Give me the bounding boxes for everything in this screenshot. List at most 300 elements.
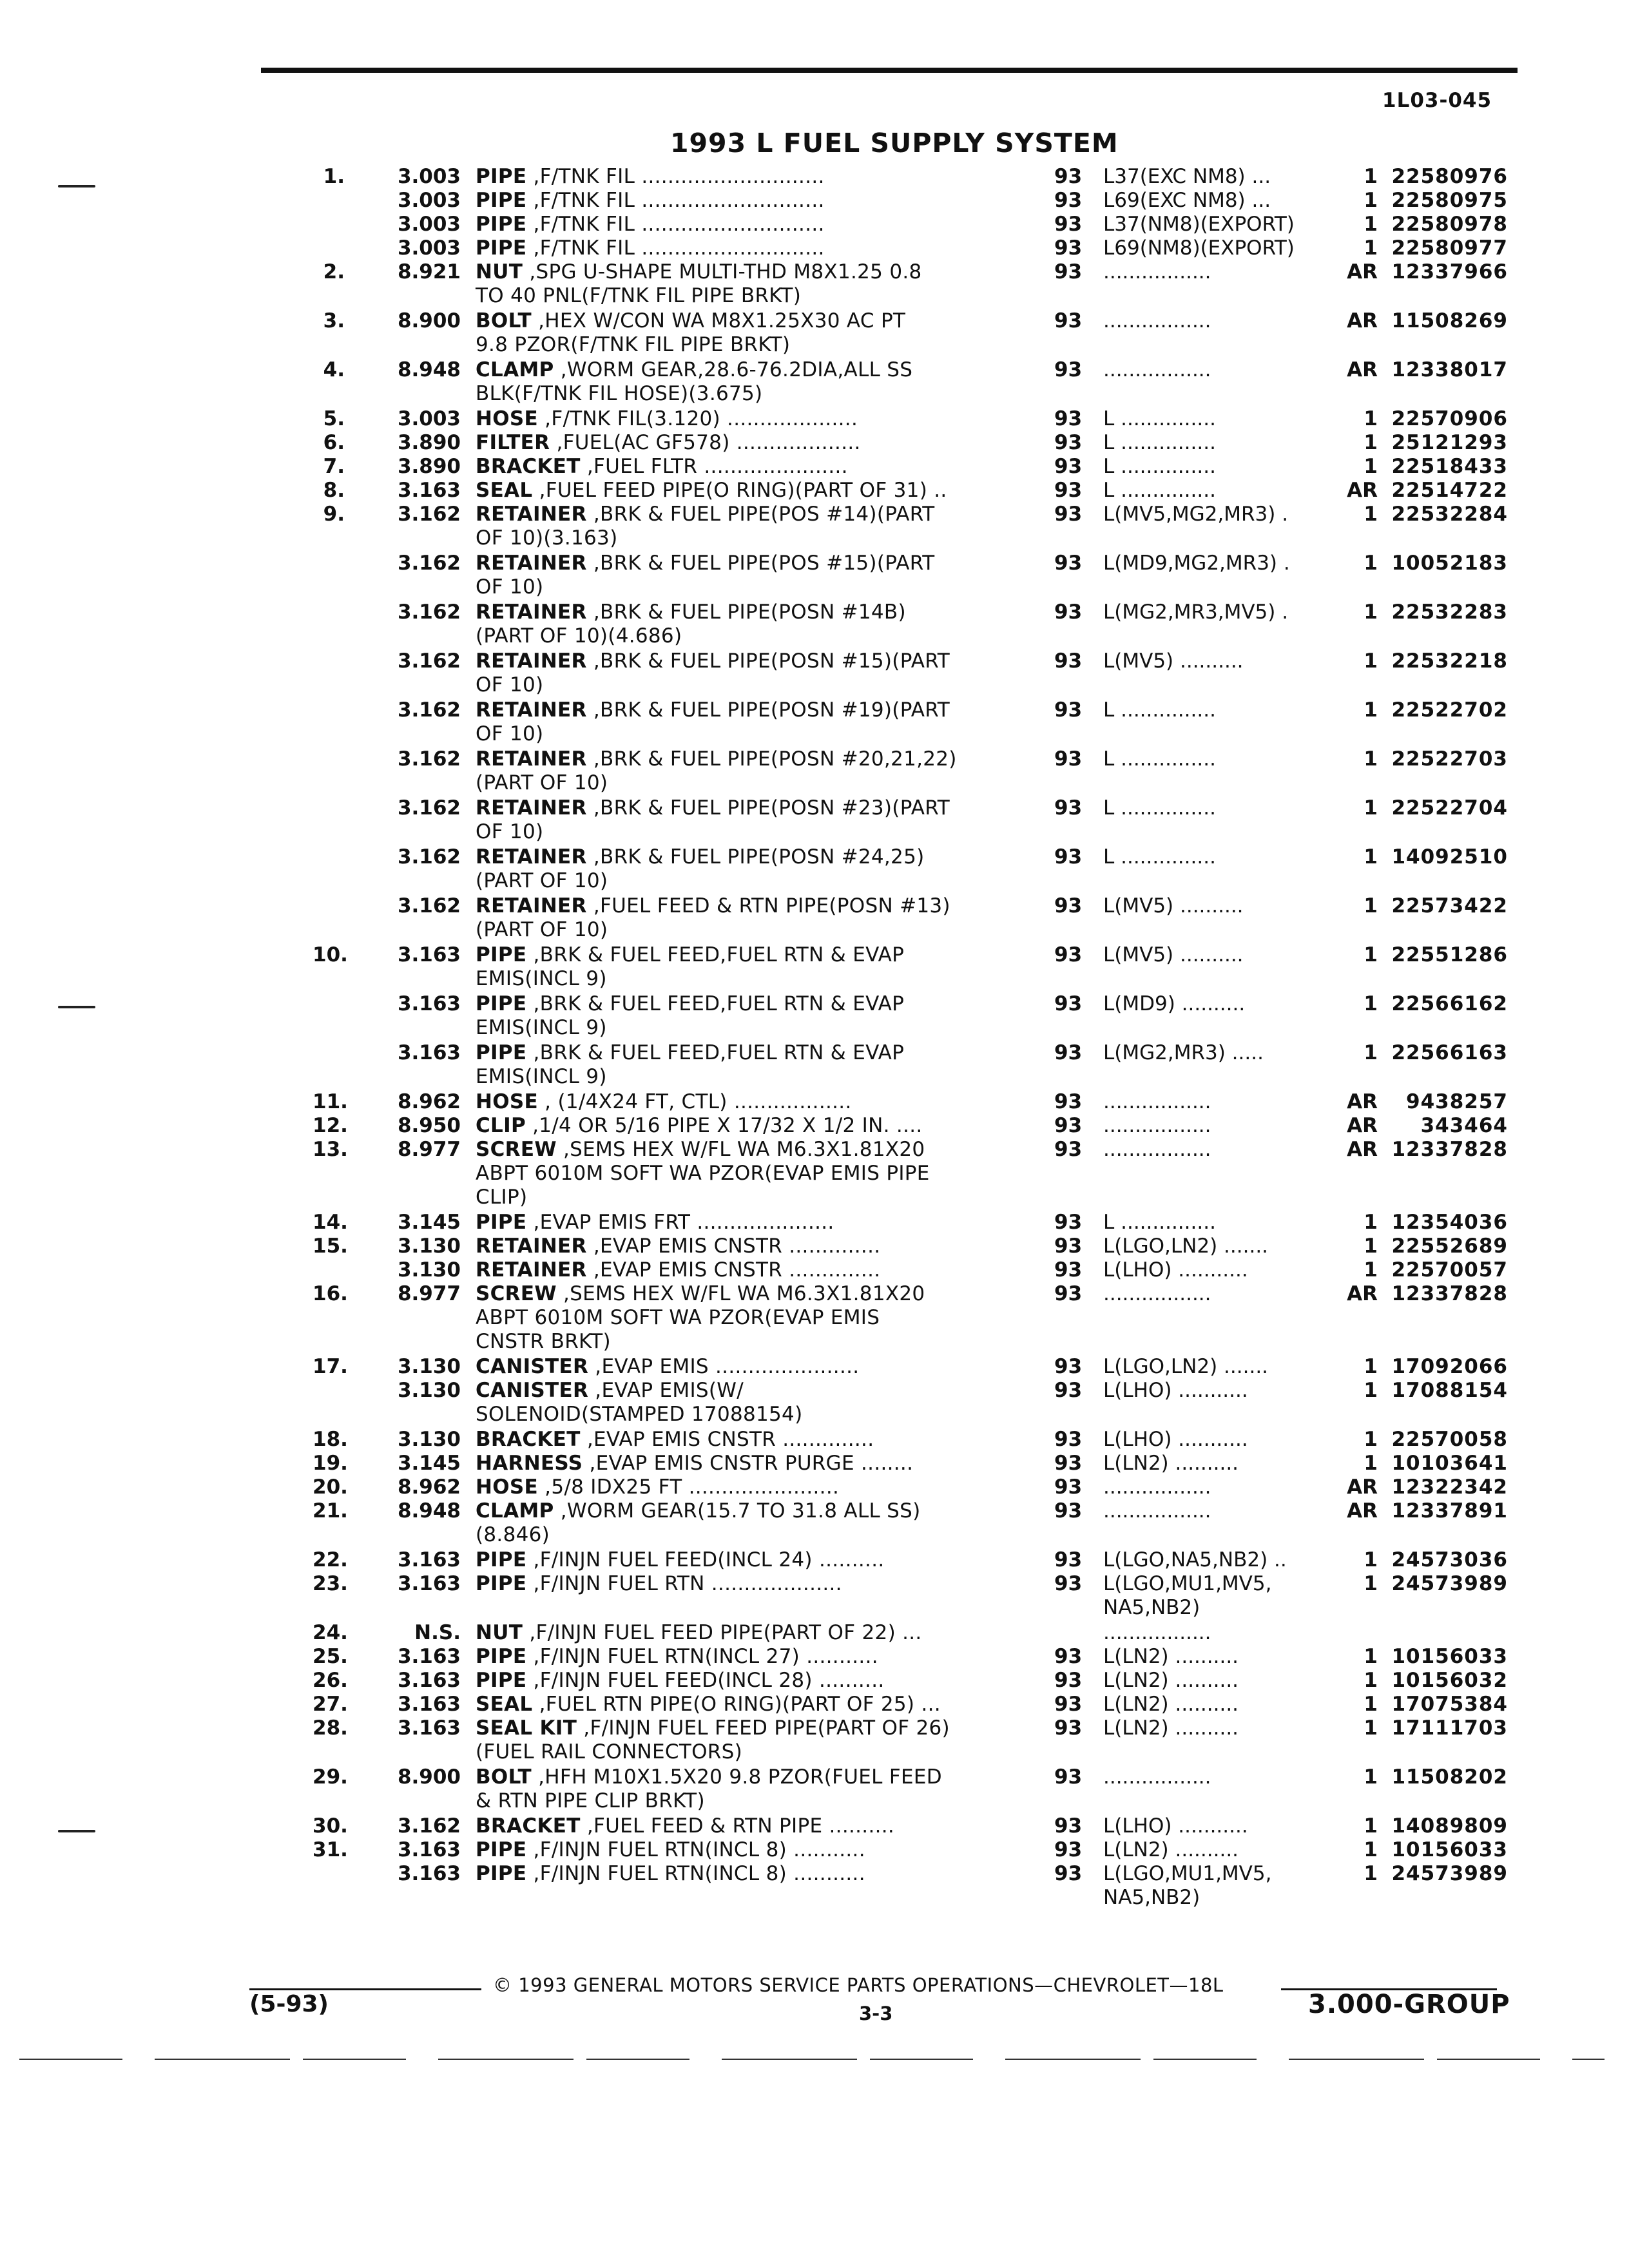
part-number: 12354036: [1391, 1211, 1508, 1234]
part-name: PIPE: [476, 213, 527, 236]
parts-row: [0, 455, 1629, 479]
quantity: 1: [1364, 189, 1378, 212]
item-number: 25.: [313, 1645, 348, 1668]
model-year: 93: [1054, 1765, 1083, 1789]
part-number: 22580978: [1391, 213, 1508, 236]
part-number: 17092066: [1391, 1355, 1508, 1378]
quantity: 1: [1364, 236, 1378, 260]
group-number: 3.130: [397, 1235, 461, 1258]
part-name: SEAL: [476, 479, 533, 502]
part-detail: ,F/TNK FIL ............................: [526, 213, 825, 236]
part-description: [476, 236, 999, 260]
part-name: HOSE: [476, 1475, 539, 1499]
part-description: [476, 189, 999, 213]
parts-row: [0, 1645, 1629, 1669]
group-number: 3.163: [397, 1838, 461, 1861]
part-number: 11508202: [1391, 1765, 1508, 1789]
page-title: 1993 L FUEL SUPPLY SYSTEM: [670, 128, 1119, 159]
part-name: BRACKET: [476, 1814, 581, 1838]
part-name: PIPE: [476, 943, 527, 966]
part-detail: ,WORM GEAR,28.6-76.2DIA,ALL SS BLK(F/TNK FIL HOSE)(3.675): [476, 358, 913, 405]
model-year: 93: [1054, 1693, 1083, 1716]
quantity: AR: [1347, 1475, 1378, 1499]
model-year: 93: [1054, 1258, 1083, 1282]
part-name: PIPE: [476, 1838, 527, 1861]
item-number: 21.: [313, 1499, 348, 1523]
model-year: 93: [1054, 1428, 1083, 1451]
part-number: 22522703: [1391, 747, 1508, 771]
model-year: 93: [1054, 992, 1083, 1015]
group-number: 3.163: [397, 1862, 461, 1885]
part-description: [476, 992, 999, 1040]
part-detail: ,F/INJN FUEL RTN(INCL 8) ...........: [526, 1862, 865, 1885]
group-number: 8.948: [397, 358, 461, 381]
parts-row: [0, 165, 1629, 189]
quantity: AR: [1347, 358, 1378, 381]
item-number: 11.: [313, 1090, 348, 1113]
model-year: 93: [1054, 407, 1083, 430]
group-number: 8.921: [397, 260, 461, 284]
part-number: 12337891: [1391, 1499, 1508, 1523]
item-number: 28.: [313, 1716, 348, 1740]
part-detail: ,EVAP EMIS CNSTR PURGE ........: [583, 1452, 914, 1475]
part-name: RETAINER: [476, 796, 587, 820]
part-description: [476, 1621, 999, 1645]
model-usage: L(LHO) ...........: [1103, 1379, 1248, 1402]
quantity: 1: [1364, 1548, 1378, 1571]
model-usage: L(LGO,NA5,NB2) ..: [1103, 1548, 1287, 1571]
model-usage: L ...............: [1103, 1211, 1216, 1234]
quantity: 1: [1364, 1258, 1378, 1282]
model-usage: L(MV5,MG2,MR3) .: [1103, 503, 1289, 526]
part-number: 22570057: [1391, 1258, 1508, 1282]
parts-list: [0, 165, 1629, 1911]
model-year: 93: [1054, 747, 1083, 771]
part-description: [476, 213, 999, 236]
model-year: 93: [1054, 649, 1083, 673]
group-number: 8.962: [397, 1475, 461, 1499]
model-usage: .................: [1103, 260, 1211, 284]
parts-row: [0, 1211, 1629, 1235]
part-description: [476, 1090, 999, 1114]
part-detail: , (1/4X24 FT, CTL) ..................: [538, 1090, 852, 1113]
part-detail: ,BRK & FUEL PIPE(POSN #20,21,22) (PART OF 10): [476, 747, 957, 794]
parts-row: [0, 1669, 1629, 1693]
part-detail: ,1/4 OR 5/16 PIPE X 17/32 X 1/2 IN. ....: [525, 1114, 923, 1137]
model-usage: L37(NM8)(EXPORT): [1103, 213, 1295, 236]
part-name: PIPE: [476, 189, 527, 212]
part-detail: ,F/TNK FIL ............................: [526, 189, 825, 212]
quantity: AR: [1347, 260, 1378, 284]
part-number: 22573422: [1391, 894, 1508, 918]
item-number: 26.: [313, 1669, 348, 1692]
header-rule: [261, 68, 1518, 73]
part-name: RETAINER: [476, 1258, 587, 1282]
model-usage: L(MV5) ..........: [1103, 894, 1244, 918]
item-number: 15.: [313, 1235, 348, 1258]
quantity: AR: [1347, 1499, 1378, 1523]
item-number: 27.: [313, 1693, 348, 1716]
group-number: 8.962: [397, 1090, 461, 1113]
edition-date: (5-93): [249, 1991, 329, 2017]
part-detail: ,EVAP EMIS CNSTR ..............: [586, 1258, 881, 1282]
part-detail: ,BRK & FUEL PIPE(POS #15)(PART OF 10): [476, 552, 935, 599]
group-number: N.S.: [414, 1621, 461, 1644]
parts-row: [0, 189, 1629, 213]
group-number: 3.163: [397, 1572, 461, 1595]
model-year: 93: [1054, 1282, 1083, 1305]
part-number: 22551286: [1391, 943, 1508, 966]
parts-row: [0, 992, 1629, 1040]
group-number: 3.163: [397, 479, 461, 502]
quantity: 1: [1364, 1379, 1378, 1402]
quantity: 1: [1364, 1716, 1378, 1740]
parts-row: [0, 1355, 1629, 1379]
item-number: 1.: [323, 165, 345, 188]
part-number: 10156033: [1391, 1838, 1508, 1861]
part-number: 17111703: [1391, 1716, 1508, 1740]
model-usage: L(LGO,LN2) .......: [1103, 1235, 1269, 1258]
quantity: 1: [1364, 213, 1378, 236]
item-number: 29.: [313, 1765, 348, 1789]
group-number: 3.162: [397, 601, 461, 624]
quantity: AR: [1347, 1090, 1378, 1113]
part-description: [476, 1693, 999, 1716]
item-number: 30.: [313, 1814, 348, 1838]
copyright-notice: © 1993 GENERAL MOTORS SERVICE PARTS OPERATIONS—CHEVROLET—18L: [493, 1974, 1224, 1996]
part-name: BOLT: [476, 1765, 532, 1789]
model-usage: L(LGO,LN2) .......: [1103, 1355, 1269, 1378]
model-usage: L(MV5) ..........: [1103, 649, 1244, 673]
model-usage: .................: [1103, 1475, 1211, 1499]
part-number: 22532218: [1391, 649, 1508, 673]
part-name: RETAINER: [476, 747, 587, 771]
parts-row: [0, 407, 1629, 431]
part-name: PIPE: [476, 1041, 527, 1064]
part-description: [476, 1379, 999, 1427]
model-usage: .................: [1103, 1114, 1211, 1137]
model-usage: L(LGO,MU1,MV5, NA5,NB2): [1103, 1572, 1272, 1619]
parts-row: [0, 1090, 1629, 1114]
model-usage: .................: [1103, 1138, 1211, 1161]
parts-row: [0, 1114, 1629, 1138]
model-year: 93: [1054, 1548, 1083, 1571]
group-number: 3.163: [397, 943, 461, 966]
part-number: 22522702: [1391, 698, 1508, 722]
group-number: 3.163: [397, 1693, 461, 1716]
item-number: 8.: [323, 479, 345, 502]
item-number: 23.: [313, 1572, 348, 1595]
model-usage: .................: [1103, 1765, 1211, 1789]
page-code: 1L03-045: [1382, 89, 1492, 112]
part-detail: ,FUEL FEED & RTN PIPE ..........: [580, 1814, 895, 1838]
part-name: CANISTER: [476, 1355, 589, 1378]
part-detail: ,SPG U-SHAPE MULTI-THD M8X1.25 0.8 TO 40 PNL(F/TNK FIL PIPE BRKT): [476, 260, 922, 307]
model-year: 93: [1054, 1090, 1083, 1113]
group-number: 3.163: [397, 1716, 461, 1740]
group-number: 3.003: [397, 407, 461, 430]
part-description: [476, 1235, 999, 1258]
part-number: 11508269: [1391, 309, 1508, 332]
group-number: 3.162: [397, 796, 461, 820]
group-number: 8.900: [397, 1765, 461, 1789]
part-number: 24573989: [1391, 1572, 1508, 1595]
item-number: 12.: [313, 1114, 348, 1137]
quantity: 1: [1364, 1645, 1378, 1668]
part-description: [476, 1645, 999, 1669]
model-year: 93: [1054, 1138, 1083, 1161]
part-number: 24573036: [1391, 1548, 1508, 1571]
group-number: 8.948: [397, 1499, 461, 1523]
model-usage: L ...............: [1103, 455, 1216, 478]
part-detail: ,FUEL(AC GF578) ...................: [550, 431, 861, 454]
group-number: 8.977: [397, 1282, 461, 1305]
part-description: [476, 1548, 999, 1572]
item-number: 20.: [313, 1475, 348, 1499]
part-name: CLIP: [476, 1114, 526, 1137]
part-name: HOSE: [476, 407, 539, 430]
parts-row: [0, 1693, 1629, 1716]
parts-row: [0, 1041, 1629, 1089]
quantity: 1: [1364, 845, 1378, 869]
part-detail: ,EVAP EMIS FRT .....................: [526, 1211, 834, 1234]
part-detail: ,BRK & FUEL PIPE(POSN #24,25) (PART OF 10): [476, 845, 925, 892]
parts-row: [0, 1862, 1629, 1910]
model-year: 93: [1054, 358, 1083, 381]
part-description: [476, 747, 999, 795]
model-year: 93: [1054, 503, 1083, 526]
model-year: 93: [1054, 1355, 1083, 1378]
part-detail: ,HEX W/CON WA M8X1.25X30 AC PT 9.8 PZOR(F/TNK FIL PIPE BRKT): [476, 309, 906, 356]
part-description: [476, 649, 999, 697]
part-number: 22522704: [1391, 796, 1508, 820]
model-year: 93: [1054, 1379, 1083, 1402]
parts-row: [0, 236, 1629, 260]
part-detail: ,EVAP EMIS CNSTR ..............: [586, 1235, 881, 1258]
part-description: [476, 1452, 999, 1475]
parts-row: [0, 1765, 1629, 1813]
model-year: 93: [1054, 1041, 1083, 1064]
part-name: BOLT: [476, 309, 532, 332]
part-detail: ,F/TNK FIL ............................: [526, 236, 825, 260]
model-usage: L ...............: [1103, 845, 1216, 869]
parts-row: [0, 698, 1629, 746]
quantity: 1: [1364, 1355, 1378, 1378]
part-name: RETAINER: [476, 649, 587, 673]
part-name: BRACKET: [476, 455, 581, 478]
quantity: AR: [1347, 479, 1378, 502]
parts-row: [0, 1548, 1629, 1572]
part-number: 25121293: [1391, 431, 1508, 454]
part-name: RETAINER: [476, 698, 587, 722]
group-number: 3.162: [397, 1814, 461, 1838]
part-name: PIPE: [476, 1572, 527, 1595]
model-usage: L(MG2,MR3) .....: [1103, 1041, 1264, 1064]
model-usage: L ...............: [1103, 747, 1216, 771]
part-name: RETAINER: [476, 845, 587, 869]
model-year: 93: [1054, 1211, 1083, 1234]
group-number: 3.890: [397, 455, 461, 478]
part-name: RETAINER: [476, 503, 587, 526]
group-number: 3.145: [397, 1452, 461, 1475]
part-name: SEAL KIT: [476, 1716, 577, 1740]
quantity: AR: [1347, 1282, 1378, 1305]
parts-row: [0, 1499, 1629, 1547]
parts-row: [0, 1282, 1629, 1354]
part-detail: ,FUEL RTN PIPE(O RING)(PART OF 25) ...: [532, 1693, 941, 1716]
model-year: 93: [1054, 431, 1083, 454]
part-detail: ,BRK & FUEL PIPE(POSN #19)(PART OF 10): [476, 698, 950, 745]
quantity: 1: [1364, 1862, 1378, 1885]
quantity: 1: [1364, 943, 1378, 966]
parts-row: [0, 1258, 1629, 1282]
model-usage: L(LHO) ...........: [1103, 1814, 1248, 1838]
part-name: NUT: [476, 260, 523, 284]
part-description: [476, 552, 999, 599]
parts-row: [0, 479, 1629, 503]
part-description: [476, 479, 999, 503]
part-number: 10156033: [1391, 1645, 1508, 1668]
parts-row: [0, 552, 1629, 599]
group-number: 3.130: [397, 1379, 461, 1402]
part-detail: ,F/INJN FUEL FEED PIPE(PART OF 22) ...: [523, 1621, 922, 1644]
model-usage: L69(EXC NM8) ...: [1103, 189, 1271, 212]
part-number: 10052183: [1391, 552, 1508, 575]
model-year: 93: [1054, 309, 1083, 332]
part-number: 22570906: [1391, 407, 1508, 430]
part-detail: ,5/8 IDX25 FT .......................: [538, 1475, 840, 1499]
model-usage: L(MD9) ..........: [1103, 992, 1246, 1015]
part-description: [476, 1838, 999, 1862]
part-description: [476, 407, 999, 431]
parts-row: [0, 1621, 1629, 1645]
part-detail: ,FUEL FLTR ......................: [580, 455, 848, 478]
part-name: RETAINER: [476, 552, 587, 575]
item-number: 7.: [323, 455, 345, 478]
quantity: 1: [1364, 552, 1378, 575]
part-name: PIPE: [476, 236, 527, 260]
part-number: 22566162: [1391, 992, 1508, 1015]
model-year: 93: [1054, 1669, 1083, 1692]
model-year: 93: [1054, 1814, 1083, 1838]
group-number: 3.163: [397, 1041, 461, 1064]
parts-row: [0, 943, 1629, 991]
model-usage: L(MV5) ..........: [1103, 943, 1244, 966]
group-name: 3.000-GROUP: [1308, 1990, 1510, 2019]
quantity: 1: [1364, 1452, 1378, 1475]
part-number: 12337828: [1391, 1282, 1508, 1305]
parts-row: [0, 358, 1629, 406]
model-usage: L ...............: [1103, 698, 1216, 722]
group-number: 3.162: [397, 503, 461, 526]
part-number: 22566163: [1391, 1041, 1508, 1064]
parts-row: [0, 894, 1629, 942]
model-usage: .................: [1103, 1090, 1211, 1113]
part-description: [476, 260, 999, 308]
model-usage: L(LN2) ..........: [1103, 1693, 1239, 1716]
part-description: [476, 1669, 999, 1693]
item-number: 17.: [313, 1355, 348, 1378]
part-description: [476, 894, 999, 942]
model-year: 93: [1054, 894, 1083, 918]
model-usage: L(MG2,MR3,MV5) .: [1103, 601, 1289, 624]
model-year: 93: [1054, 189, 1083, 212]
part-detail: ,FUEL FEED & RTN PIPE(POSN #13) (PART OF 10): [476, 894, 950, 941]
parts-row: [0, 1475, 1629, 1499]
model-usage: L(LN2) ..........: [1103, 1452, 1239, 1475]
part-detail: ,F/TNK FIL(3.120) ....................: [538, 407, 858, 430]
part-detail: ,BRK & FUEL PIPE(POSN #14B) (PART OF 10)(4.686): [476, 601, 906, 648]
page-number: 3-3: [859, 2003, 893, 2024]
part-name: RETAINER: [476, 1235, 587, 1258]
part-number: 343464: [1420, 1114, 1508, 1137]
item-number: 16.: [313, 1282, 348, 1305]
model-usage: L(LN2) ..........: [1103, 1645, 1239, 1668]
model-usage: L(MD9,MG2,MR3) .: [1103, 552, 1290, 575]
item-number: 9.: [323, 503, 345, 526]
part-description: [476, 1428, 999, 1452]
model-year: 93: [1054, 601, 1083, 624]
bottom-edge-rule: [19, 2059, 1605, 2060]
part-number: 17088154: [1391, 1379, 1508, 1402]
quantity: 1: [1364, 698, 1378, 722]
part-description: [476, 1282, 999, 1354]
model-year: 93: [1054, 552, 1083, 575]
quantity: 1: [1364, 1428, 1378, 1451]
part-number: 22518433: [1391, 455, 1508, 478]
quantity: 1: [1364, 1765, 1378, 1789]
part-detail: ,EVAP EMIS ......................: [588, 1355, 860, 1378]
part-name: PIPE: [476, 1211, 527, 1234]
part-detail: ,EVAP EMIS CNSTR ..............: [580, 1428, 874, 1451]
model-year: 93: [1054, 1452, 1083, 1475]
part-number: 9438257: [1406, 1090, 1508, 1113]
model-year: 93: [1054, 236, 1083, 260]
parts-row: [0, 431, 1629, 455]
group-number: 3.162: [397, 698, 461, 722]
group-number: 3.003: [397, 189, 461, 212]
parts-row: [0, 1428, 1629, 1452]
part-detail: ,WORM GEAR(15.7 TO 31.8 ALL SS) (8.846): [476, 1499, 921, 1546]
quantity: AR: [1347, 1114, 1378, 1137]
group-number: 3.163: [397, 992, 461, 1015]
part-name: NUT: [476, 1621, 523, 1644]
part-detail: ,F/INJN FUEL FEED PIPE(PART OF 26) (FUEL RAIL CONNECTORS): [476, 1716, 950, 1763]
item-number: 5.: [323, 407, 345, 430]
quantity: 1: [1364, 747, 1378, 771]
part-name: PIPE: [476, 165, 527, 188]
part-description: [476, 698, 999, 746]
group-number: 8.977: [397, 1138, 461, 1161]
group-number: 3.003: [397, 165, 461, 188]
model-year: 93: [1054, 796, 1083, 820]
part-detail: ,SEMS HEX W/FL WA M6.3X1.81X20 ABPT 6010M SOFT WA PZOR(EVAP EMIS PIPE CLIP): [476, 1138, 930, 1209]
item-number: 19.: [313, 1452, 348, 1475]
model-year: 93: [1054, 1114, 1083, 1137]
part-detail: ,BRK & FUEL PIPE(POSN #15)(PART OF 10): [476, 649, 950, 697]
item-number: 13.: [313, 1138, 348, 1161]
part-detail: ,BRK & FUEL FEED,FUEL RTN & EVAP EMIS(INCL 9): [476, 992, 905, 1039]
part-description: [476, 1499, 999, 1547]
model-usage: L ...............: [1103, 479, 1216, 502]
part-description: [476, 796, 999, 844]
model-year: 93: [1054, 213, 1083, 236]
part-detail: ,F/INJN FUEL FEED(INCL 28) ..........: [526, 1669, 885, 1692]
part-name: RETAINER: [476, 894, 587, 918]
part-number: 12337828: [1391, 1138, 1508, 1161]
parts-row: [0, 845, 1629, 893]
part-name: CANISTER: [476, 1379, 589, 1402]
